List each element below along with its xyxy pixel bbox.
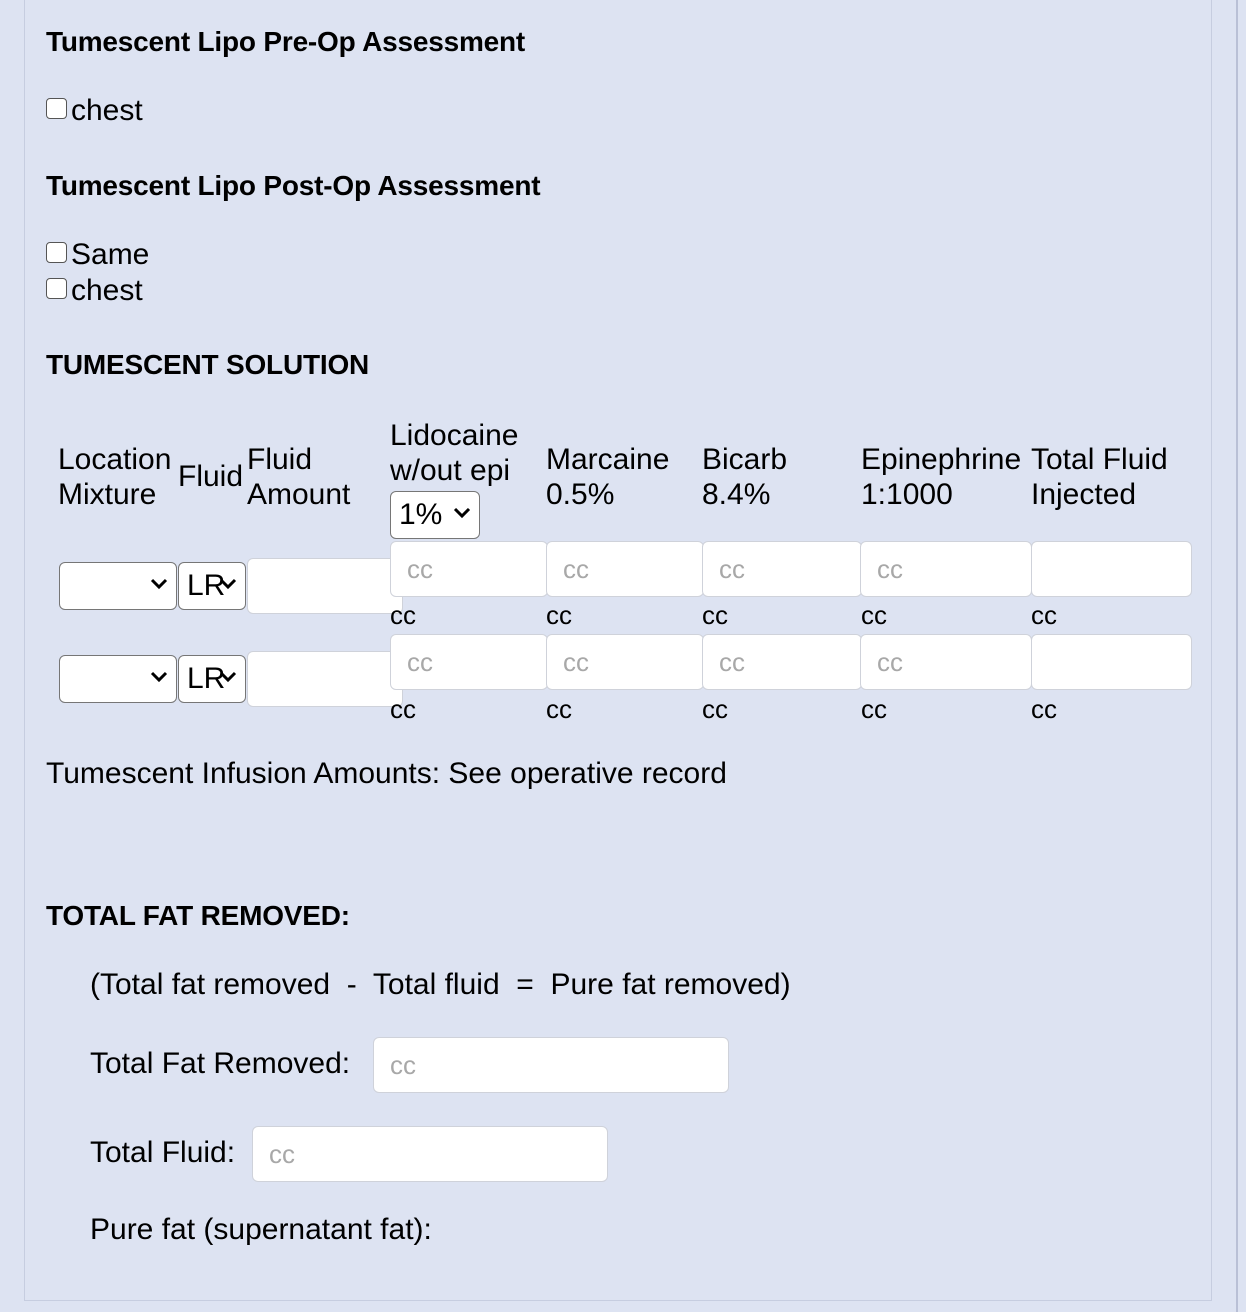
- unit-label: cc: [1031, 600, 1057, 630]
- total-fluid-injected-input[interactable]: [1031, 541, 1192, 597]
- fluid-type-value: LR: [187, 569, 226, 602]
- header-marcaine-line2: 0.5%: [546, 478, 615, 511]
- pre-op-title: Tumescent Lipo Pre-Op Assessment: [46, 26, 526, 57]
- marcaine-input[interactable]: [546, 634, 704, 690]
- pre-op-chest-checkbox[interactable]: [46, 98, 67, 119]
- header-fluid: Fluid: [178, 460, 244, 493]
- header-total-fluid-line2: Injected: [1031, 478, 1137, 511]
- unit-label: cc: [390, 694, 416, 724]
- header-location-line2: Mixture: [58, 478, 157, 511]
- total-fat-removed-input[interactable]: [373, 1037, 729, 1093]
- post-op-chest-checkbox[interactable]: [46, 278, 67, 299]
- total-fluid-injected-input[interactable]: [1031, 634, 1192, 690]
- unit-label: cc: [390, 600, 416, 630]
- header-location-line1: Location: [58, 443, 172, 476]
- fluid-type-select[interactable]: [178, 562, 246, 610]
- header-total-fluid-line1: Total Fluid: [1031, 443, 1168, 476]
- lidocaine-input[interactable]: [390, 634, 548, 690]
- marcaine-input[interactable]: [546, 541, 704, 597]
- fluid-type-value: LR: [187, 662, 226, 695]
- header-bicarb-line1: Bicarb: [702, 443, 788, 476]
- header-fluid-amount-line1: Fluid: [247, 443, 313, 476]
- header-fluid-amount: [247, 442, 350, 512]
- lidocaine-concentration-select[interactable]: [390, 491, 480, 539]
- total-fluid-input[interactable]: [252, 1126, 608, 1182]
- lidocaine-concentration-value: 1%: [399, 498, 443, 531]
- lidocaine-input[interactable]: [390, 541, 548, 597]
- header-marcaine: [546, 442, 669, 512]
- unit-label: cc: [702, 600, 728, 630]
- header-marcaine-line1: Marcaine: [546, 443, 670, 476]
- chevron-down-icon: [150, 577, 168, 591]
- header-lidocaine: [390, 418, 518, 488]
- fluid-type-select[interactable]: [178, 655, 246, 703]
- total-fluid-label: Total Fluid:: [90, 1136, 236, 1169]
- unit-label: cc: [546, 694, 572, 724]
- bicarb-input[interactable]: [702, 634, 862, 690]
- header-epinephrine-line1: Epinephrine: [861, 443, 1022, 476]
- post-op-chest-label: chest: [71, 274, 143, 307]
- unit-label: cc: [1031, 694, 1057, 724]
- epinephrine-input[interactable]: [860, 634, 1032, 690]
- fat-formula: (Total fat removed - Total fluid = Pure fat removed): [90, 968, 791, 1001]
- header-lidocaine-line1: Lidocaine: [390, 419, 519, 452]
- unit-label: cc: [861, 694, 887, 724]
- pre-op-chest-label: chest: [71, 94, 143, 127]
- header-total-fluid: [1031, 442, 1168, 512]
- header-epinephrine: [861, 442, 1021, 512]
- header-bicarb: [702, 442, 787, 512]
- total-fat-removed-label: Total Fat Removed:: [90, 1047, 351, 1080]
- unit-label: cc: [702, 694, 728, 724]
- header-fluid-amount-line2: Amount: [247, 478, 351, 511]
- post-op-title: Tumescent Lipo Post-Op Assessment: [46, 170, 541, 201]
- fluid-amount-input[interactable]: [247, 651, 403, 707]
- post-op-same-checkbox[interactable]: [46, 242, 67, 263]
- header-lidocaine-line2: w/out epi: [390, 454, 511, 487]
- fat-removed-title: TOTAL FAT REMOVED:: [46, 900, 350, 931]
- chevron-down-icon: [453, 506, 471, 520]
- location-mixture-select[interactable]: [59, 562, 177, 610]
- chevron-down-icon: [219, 577, 237, 591]
- post-op-same-label: Same: [71, 238, 150, 271]
- unit-label: cc: [861, 600, 887, 630]
- infusion-note: Tumescent Infusion Amounts: See operative record: [46, 757, 727, 790]
- epinephrine-input[interactable]: [860, 541, 1032, 597]
- scrollbar-edge: [1236, 0, 1238, 1312]
- header-location: [58, 442, 171, 512]
- location-mixture-select[interactable]: [59, 655, 177, 703]
- solution-title: TUMESCENT SOLUTION: [46, 349, 370, 380]
- bicarb-input[interactable]: [702, 541, 862, 597]
- header-epinephrine-line2: 1:1000: [861, 478, 953, 511]
- unit-label: cc: [546, 600, 572, 630]
- fluid-amount-input[interactable]: [247, 558, 403, 614]
- header-bicarb-line2: 8.4%: [702, 478, 771, 511]
- chevron-down-icon: [150, 670, 168, 684]
- chevron-down-icon: [219, 670, 237, 684]
- pure-fat-label: Pure fat (supernatant fat):: [90, 1213, 432, 1246]
